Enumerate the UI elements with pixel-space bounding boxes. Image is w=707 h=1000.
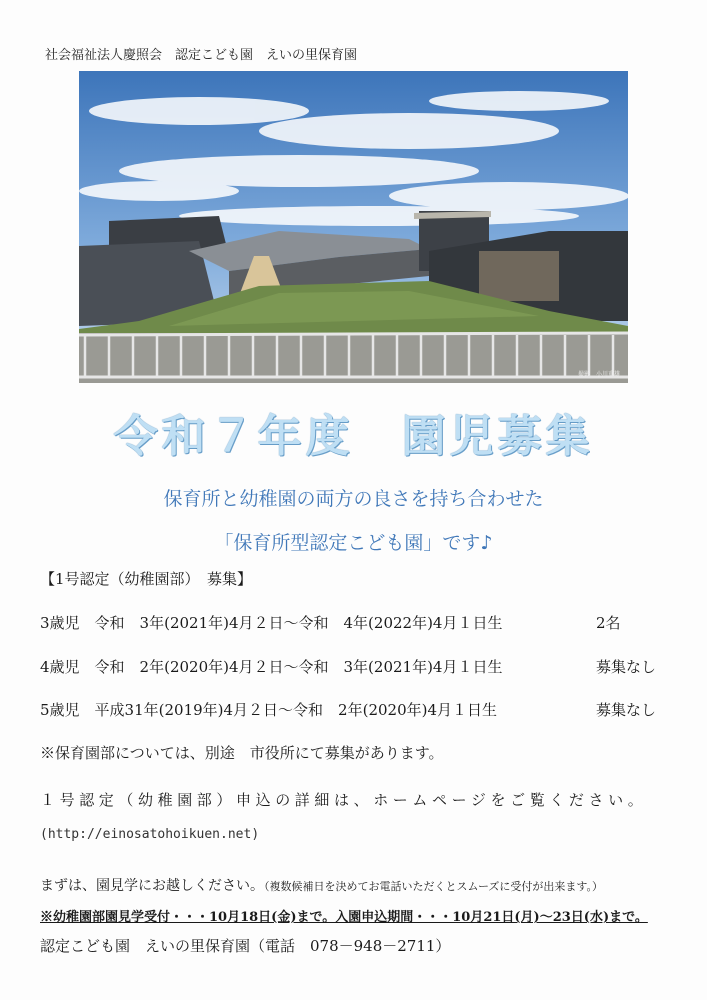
- lead-line-2: 「保育所型認定こども園」です♪: [214, 532, 493, 554]
- recruitment-row-age5: [40, 699, 657, 720]
- visit-sub-text: （複数候補日を決めてお電話いただくとスムーズに受付が出来ます。）: [264, 880, 604, 893]
- homepage-link[interactable]: (http://einosatohoikuen.net): [40, 827, 260, 842]
- recruitment-eligibility: 4歳児 令和 2年(2020年)4月２日〜令和 3年(2021年)4月１日生: [40, 658, 503, 676]
- recruitment-status: 募集なし: [596, 701, 657, 719]
- recruitment-status: 募集なし: [596, 658, 657, 676]
- visit-main-text: まずは、園見学にお越しください。: [40, 878, 264, 894]
- deadline-note: ※幼稚園部園見学受付・・・10月18日(金)まで。入園申込期間・・・10月21日(月)〜23日(水)まで。: [40, 910, 648, 925]
- application-detail-note: １号認定（幼稚園部）申込の詳細は、ホームページをご覧ください。: [40, 791, 648, 809]
- visit-invitation: [40, 875, 603, 895]
- page-title: 令和７年度 園児募集: [113, 411, 594, 462]
- building-photo: [79, 71, 628, 383]
- organization-name: 社会福祉法人慶照会 認定こども園 えいの里保育園: [45, 48, 358, 63]
- lead-line-1: 保育所と幼稚園の両方の良さを持ち合わせた: [163, 488, 544, 510]
- recruitment-row-age3: [40, 612, 621, 633]
- recruitment-status: 2名: [596, 614, 621, 632]
- recruitment-eligibility: 3歳児 令和 3年(2021年)4月２日〜令和 4年(2022年)4月１日生: [40, 614, 503, 632]
- nursery-note: ※保育園部については、別途 市役所にて募集があります。: [40, 744, 444, 762]
- recruitment-eligibility: 5歳児 平成31年(2019年)4月２日〜令和 2年(2020年)4月１日生: [40, 701, 498, 719]
- photo-credit: 撮影 小川重雄: [577, 371, 620, 378]
- recruitment-row-age4: [40, 656, 657, 677]
- contact-info: 認定こども園 えいの里保育園（電話 078－948－2711）: [40, 937, 451, 955]
- section-heading: 【1号認定（幼稚園部） 募集】: [40, 570, 253, 588]
